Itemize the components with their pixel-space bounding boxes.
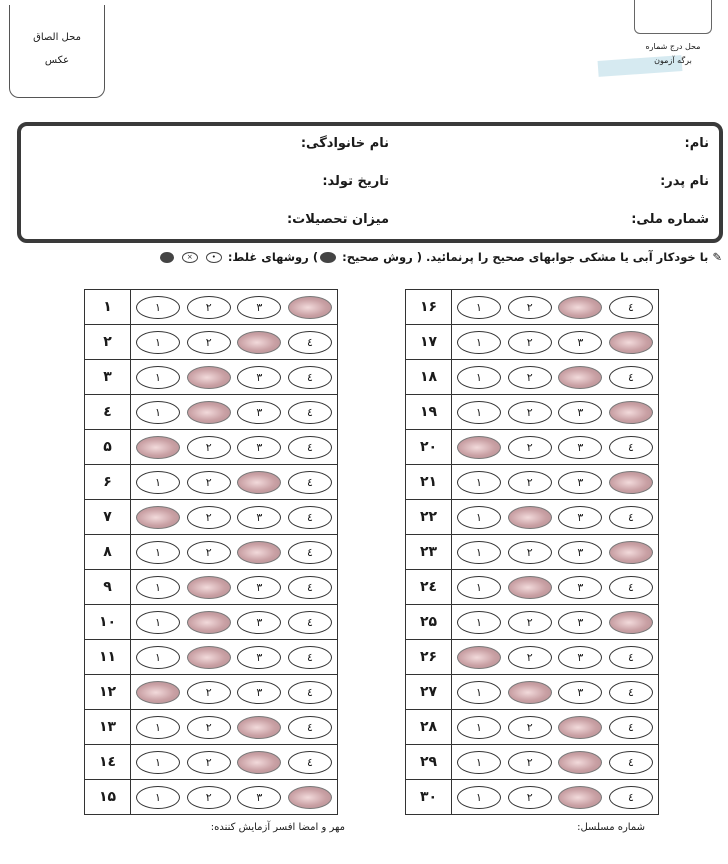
- answer-row: [406, 500, 659, 535]
- answer-bubble[interactable]: ۲: [187, 436, 231, 459]
- wrong-cross-icon: ×: [182, 252, 198, 263]
- answer-bubble[interactable]: ۳: [558, 401, 602, 424]
- answer-bubble[interactable]: ۱: [457, 786, 501, 809]
- answer-bubble[interactable]: ٤: [609, 506, 653, 529]
- question-number: ۱۹: [406, 395, 452, 430]
- answer-bubble[interactable]: [609, 541, 653, 564]
- answer-row: [406, 430, 659, 465]
- answer-bubble[interactable]: ٤: [288, 611, 332, 634]
- answer-bubble[interactable]: [609, 611, 653, 634]
- answer-row: [85, 465, 338, 500]
- answer-bubble[interactable]: ٤: [609, 646, 653, 669]
- answer-bubble[interactable]: ۲: [508, 366, 552, 389]
- answer-bubble[interactable]: [558, 751, 602, 774]
- answer-row: [406, 290, 659, 325]
- answer-bubble[interactable]: ۳: [237, 576, 281, 599]
- answer-bubble[interactable]: ٤: [288, 331, 332, 354]
- answer-bubble[interactable]: ۱: [136, 751, 180, 774]
- answer-bubble[interactable]: ٤: [609, 751, 653, 774]
- answer-bubble[interactable]: ۲: [508, 611, 552, 634]
- answer-bubble[interactable]: ۱: [136, 471, 180, 494]
- answer-bubble[interactable]: ۳: [558, 541, 602, 564]
- question-number: ۲۰: [406, 430, 452, 465]
- answer-bubble[interactable]: ۱: [136, 401, 180, 424]
- answer-bubble[interactable]: ۳: [237, 296, 281, 319]
- answer-bubble[interactable]: ۱: [136, 331, 180, 354]
- question-number: ۱۵: [85, 780, 131, 815]
- answer-bubble[interactable]: ۲: [187, 471, 231, 494]
- answer-bubble[interactable]: ۱: [136, 296, 180, 319]
- answer-bubble[interactable]: ٤: [288, 471, 332, 494]
- sheet-number-label: محل درج شماره برگه آزمون: [645, 42, 701, 65]
- education-label: میزان تحصیلات:: [286, 212, 389, 227]
- answer-row: [406, 360, 659, 395]
- answer-bubble[interactable]: ٤: [609, 786, 653, 809]
- answer-bubble[interactable]: ۱: [136, 716, 180, 739]
- examiner-stamp-label: مهر و امضا افسر آزمایش کننده:: [210, 822, 345, 833]
- candidate-info-box: [17, 122, 723, 243]
- answer-bubble[interactable]: [609, 331, 653, 354]
- answer-row: [406, 605, 659, 640]
- question-number: ۲۸: [406, 710, 452, 745]
- pen-icon: ✎: [712, 250, 722, 264]
- photo-label-line2: عکس: [44, 55, 70, 66]
- question-number: ۳: [85, 360, 131, 395]
- answer-bubble[interactable]: ۱: [457, 366, 501, 389]
- answer-row: [85, 535, 338, 570]
- answer-row: [85, 360, 338, 395]
- answer-row: [85, 290, 338, 325]
- answer-bubble[interactable]: ٤: [288, 716, 332, 739]
- question-number: ۷: [85, 500, 131, 535]
- answer-bubble[interactable]: ۲: [508, 751, 552, 774]
- answer-bubble[interactable]: ٤: [609, 366, 653, 389]
- answer-row: [406, 465, 659, 500]
- answer-bubble[interactable]: ٤: [288, 541, 332, 564]
- answer-bubble[interactable]: ۲: [187, 786, 231, 809]
- father-name-label: نام پدر:: [660, 174, 709, 189]
- answer-bubble[interactable]: [187, 576, 231, 599]
- answer-bubble[interactable]: ۲: [508, 786, 552, 809]
- question-number: ۲٤: [406, 570, 452, 605]
- answer-row: [406, 675, 659, 710]
- answer-bubble[interactable]: ۱: [136, 786, 180, 809]
- answer-bubble[interactable]: [558, 296, 602, 319]
- answer-bubble[interactable]: ۲: [508, 296, 552, 319]
- answer-bubble[interactable]: ٤: [609, 576, 653, 599]
- answer-bubble[interactable]: [508, 506, 552, 529]
- answer-bubble[interactable]: ٤: [288, 436, 332, 459]
- answer-bubble[interactable]: ۲: [508, 716, 552, 739]
- answer-bubble[interactable]: [187, 611, 231, 634]
- wrong-partial-icon: [160, 252, 174, 263]
- question-number: ۲۲: [406, 500, 452, 535]
- answer-bubble[interactable]: ۳: [558, 471, 602, 494]
- answer-bubble[interactable]: ۱: [457, 576, 501, 599]
- serial-number-label: شماره مسلسل:: [577, 822, 645, 833]
- answer-bubble[interactable]: [508, 576, 552, 599]
- question-number: ۱۱: [85, 640, 131, 675]
- answer-bubble[interactable]: ۱: [136, 541, 180, 564]
- answer-bubble[interactable]: ۱: [457, 401, 501, 424]
- answer-bubble[interactable]: ۱: [457, 296, 501, 319]
- sheet-number-box: [634, 0, 712, 34]
- answer-bubble[interactable]: ۲: [508, 401, 552, 424]
- answer-row: [85, 430, 338, 465]
- answer-bubble[interactable]: ۲: [508, 436, 552, 459]
- answer-bubble[interactable]: ۲: [187, 296, 231, 319]
- answer-row: [85, 570, 338, 605]
- answer-bubble[interactable]: ۱: [136, 576, 180, 599]
- instructions-text: با خودکار آبی یا مشکی جوابهای صحیح را پرنمائید. ( روش صحیح:: [342, 250, 709, 264]
- answer-bubble[interactable]: ۳: [237, 366, 281, 389]
- answer-bubble[interactable]: ۳: [237, 611, 281, 634]
- answer-bubble[interactable]: ۲: [508, 471, 552, 494]
- answer-row: [85, 500, 338, 535]
- answer-bubble[interactable]: ۳: [558, 681, 602, 704]
- answer-bubble[interactable]: ٤: [288, 576, 332, 599]
- answer-bubble[interactable]: ۱: [457, 506, 501, 529]
- answer-bubble[interactable]: ۳: [558, 331, 602, 354]
- correct-method-icon: [320, 252, 336, 263]
- answer-bubble[interactable]: ۲: [187, 751, 231, 774]
- question-number: ۳۰: [406, 780, 452, 815]
- question-number: ۱۶: [406, 290, 452, 325]
- answer-bubble[interactable]: [457, 436, 501, 459]
- question-number: ۱٤: [85, 745, 131, 780]
- answer-bubble[interactable]: ٤: [288, 506, 332, 529]
- answer-row: [406, 640, 659, 675]
- answer-row: [406, 325, 659, 360]
- answer-bubble[interactable]: ۱: [457, 716, 501, 739]
- answer-row: [406, 395, 659, 430]
- answer-bubble[interactable]: ۱: [457, 681, 501, 704]
- answer-bubble[interactable]: [508, 681, 552, 704]
- answer-bubble[interactable]: [237, 541, 281, 564]
- answer-bubble[interactable]: [558, 716, 602, 739]
- answer-table-left: [84, 289, 338, 815]
- answer-bubble[interactable]: ۲: [187, 716, 231, 739]
- answer-bubble[interactable]: ۱: [136, 611, 180, 634]
- answer-row: [85, 325, 338, 360]
- question-number: ۱۰: [85, 605, 131, 640]
- answer-bubble[interactable]: ٤: [288, 681, 332, 704]
- question-number: ۶: [85, 465, 131, 500]
- answer-bubble[interactable]: ۱: [457, 471, 501, 494]
- instructions: ✎ با خودکار آبی یا مشکی جوابهای صحیح را پرنمائید. ( روش صحیح: ) روشهای غلط: • ×: [82, 250, 722, 264]
- question-number: ۵: [85, 430, 131, 465]
- answer-row: [406, 710, 659, 745]
- question-number: ۱۳: [85, 710, 131, 745]
- answer-row: [406, 570, 659, 605]
- answer-row: [85, 395, 338, 430]
- answer-bubble[interactable]: ۳: [237, 401, 281, 424]
- question-number: ۲۹: [406, 745, 452, 780]
- answer-bubble[interactable]: ۳: [558, 506, 602, 529]
- answer-bubble[interactable]: ۳: [237, 786, 281, 809]
- answer-bubble[interactable]: ۲: [187, 506, 231, 529]
- answer-bubble[interactable]: ۲: [187, 541, 231, 564]
- answer-bubble[interactable]: ٤: [609, 436, 653, 459]
- answer-bubble[interactable]: [136, 681, 180, 704]
- answer-bubble[interactable]: [136, 436, 180, 459]
- birth-date-label: تاریخ تولد:: [322, 174, 389, 189]
- answer-row: [85, 710, 338, 745]
- photo-placeholder: [9, 5, 105, 98]
- answer-bubble[interactable]: [288, 786, 332, 809]
- answer-bubble[interactable]: ۳: [558, 576, 602, 599]
- question-number: ۲۷: [406, 675, 452, 710]
- answer-bubble[interactable]: [187, 646, 231, 669]
- answer-bubble[interactable]: [187, 401, 231, 424]
- answer-bubble[interactable]: ٤: [609, 681, 653, 704]
- question-number: ۱۲: [85, 675, 131, 710]
- question-number: ۱۸: [406, 360, 452, 395]
- answer-bubble[interactable]: ٤: [288, 401, 332, 424]
- answer-row: [406, 535, 659, 570]
- answer-bubble[interactable]: [609, 401, 653, 424]
- answer-bubble[interactable]: ۳: [558, 611, 602, 634]
- answer-bubble[interactable]: ٤: [609, 716, 653, 739]
- answer-bubble[interactable]: [609, 471, 653, 494]
- answer-bubble[interactable]: ۲: [508, 541, 552, 564]
- answer-bubble[interactable]: [558, 786, 602, 809]
- answer-row: [85, 640, 338, 675]
- question-number: ۲۶: [406, 640, 452, 675]
- question-number: ۲۱: [406, 465, 452, 500]
- answer-bubble[interactable]: [457, 646, 501, 669]
- answer-bubble[interactable]: ۲: [508, 331, 552, 354]
- answer-bubble[interactable]: [237, 751, 281, 774]
- answer-bubble[interactable]: ۱: [136, 366, 180, 389]
- answer-bubble[interactable]: ٤: [288, 751, 332, 774]
- answer-bubble[interactable]: ۳: [237, 506, 281, 529]
- answer-row: [406, 780, 659, 815]
- answer-bubble[interactable]: ۲: [187, 681, 231, 704]
- answer-bubble[interactable]: [237, 471, 281, 494]
- first-name-label: نام:: [684, 136, 709, 151]
- answer-row: [85, 605, 338, 640]
- answer-bubble[interactable]: ٤: [609, 296, 653, 319]
- answer-bubble[interactable]: ۲: [187, 331, 231, 354]
- answer-bubble[interactable]: ۳: [558, 646, 602, 669]
- question-number: ۲۵: [406, 605, 452, 640]
- answer-bubble[interactable]: ۳: [558, 436, 602, 459]
- answer-bubble[interactable]: [288, 296, 332, 319]
- answer-bubble[interactable]: ٤: [288, 366, 332, 389]
- answer-row: [406, 745, 659, 780]
- national-id-label: شماره ملی:: [631, 212, 709, 227]
- question-number: ۲۳: [406, 535, 452, 570]
- question-number: ۲: [85, 325, 131, 360]
- answer-bubble[interactable]: [237, 716, 281, 739]
- wrong-dot-icon: •: [206, 252, 222, 263]
- question-number: ۸: [85, 535, 131, 570]
- answer-bubble[interactable]: ۱: [457, 331, 501, 354]
- answer-bubble[interactable]: ۱: [457, 611, 501, 634]
- answer-bubble[interactable]: ۲: [508, 646, 552, 669]
- question-number: ۱: [85, 290, 131, 325]
- question-number: ٤: [85, 395, 131, 430]
- question-number: ۹: [85, 570, 131, 605]
- answer-bubble[interactable]: [136, 506, 180, 529]
- answer-bubble[interactable]: [558, 366, 602, 389]
- photo-label-line1: محل الصاق: [33, 32, 81, 43]
- answer-bubble[interactable]: ۳: [237, 436, 281, 459]
- wrong-methods-label: روشهای غلط:: [227, 250, 309, 264]
- answer-bubble[interactable]: ۳: [237, 646, 281, 669]
- answer-bubble[interactable]: ۱: [457, 541, 501, 564]
- answer-bubble[interactable]: [187, 366, 231, 389]
- answer-row: [85, 780, 338, 815]
- answer-bubble[interactable]: ۱: [136, 646, 180, 669]
- last-name-label: نام خانوادگی:: [300, 136, 389, 151]
- answer-row: [85, 675, 338, 710]
- answer-table-right: [405, 289, 659, 815]
- answer-bubble[interactable]: ۳: [237, 681, 281, 704]
- answer-bubble[interactable]: ۱: [457, 751, 501, 774]
- question-number: ۱۷: [406, 325, 452, 360]
- answer-row: [85, 745, 338, 780]
- answer-bubble[interactable]: [237, 331, 281, 354]
- answer-bubble[interactable]: ٤: [288, 646, 332, 669]
